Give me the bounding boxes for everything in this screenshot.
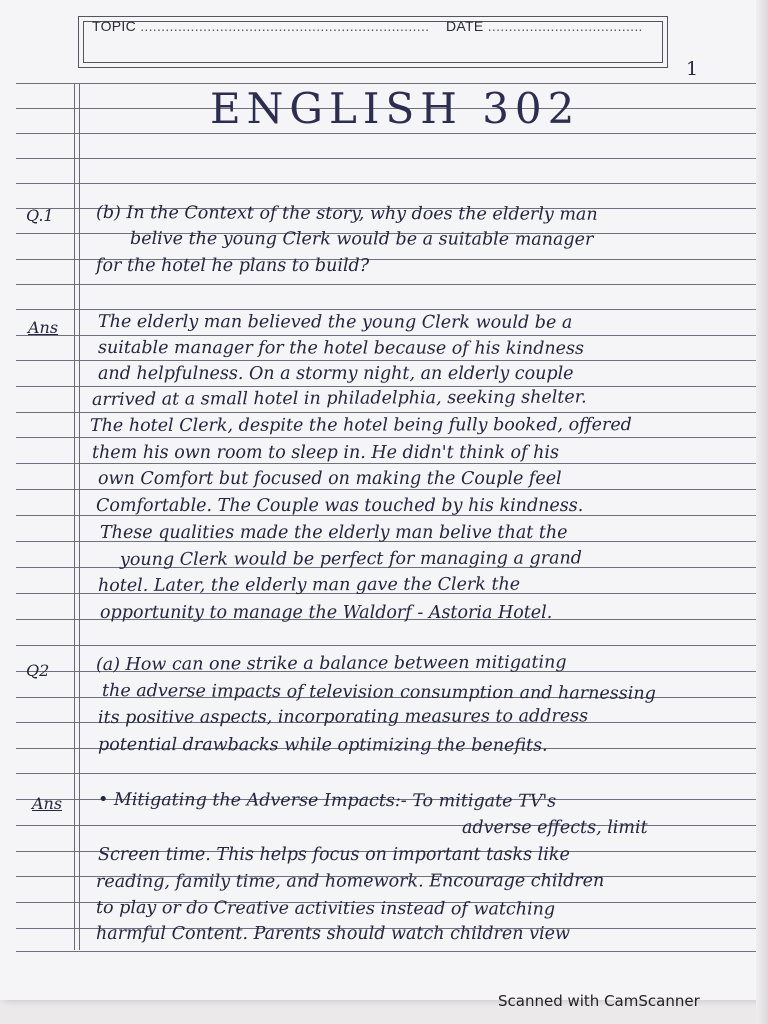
page-number: 1 bbox=[686, 58, 699, 80]
a1-line-4: arrived at a small hotel in philadelphia, seeking shelter. bbox=[91, 387, 587, 410]
ruled-line bbox=[16, 183, 756, 184]
a2-line-5: to play or do Creative activities instead of watching bbox=[96, 898, 556, 920]
a2-line-1: • Mitigating the Adverse Impacts:- To mitigate TV's bbox=[98, 790, 557, 812]
ruled-line bbox=[16, 158, 756, 159]
margin-line-right bbox=[79, 84, 80, 950]
ruled-line bbox=[16, 463, 756, 464]
date-label: DATE bbox=[446, 18, 484, 34]
a1-line-11: hotel. Later, the elderly man gave the Clerk the bbox=[97, 574, 521, 596]
q2-label: Q2 bbox=[26, 661, 50, 680]
a2-line-3: Screen time. This helps focus on important tasks like bbox=[98, 845, 570, 865]
topic-dotted-line: ..................................................................... bbox=[140, 18, 430, 34]
ruled-line bbox=[16, 284, 756, 285]
a1-line-1: The elderly man believed the young Clerk would be a bbox=[98, 312, 573, 333]
a1-line-8: Comfortable. The Couple was touched by his kindness. bbox=[96, 496, 584, 516]
ruled-line bbox=[16, 309, 756, 310]
a1-line-2: suitable manager for the hotel because of his kindness bbox=[98, 338, 585, 359]
q1-line-2: belive the young Clerk would be a suitable manager bbox=[130, 229, 594, 250]
ruled-line bbox=[16, 951, 756, 952]
page-title: ENGLISH 302 bbox=[210, 84, 581, 133]
q2-line-3: its positive aspects, incorporating measures to address bbox=[97, 706, 589, 728]
topic-label: TOPIC bbox=[92, 18, 137, 34]
date-field bbox=[446, 18, 643, 34]
ruled-line bbox=[16, 645, 756, 646]
scan-edge bbox=[756, 0, 768, 1024]
a2-label: Ans bbox=[32, 794, 63, 813]
ruled-line bbox=[16, 360, 756, 361]
ruled-line bbox=[16, 386, 756, 387]
a1-label: Ans bbox=[28, 318, 59, 337]
ruled-line bbox=[16, 133, 756, 134]
a2-line-4: reading, family time, and homework. Encourage children bbox=[95, 871, 605, 892]
q2-line-4: potential drawbacks while optimizing the benefits. bbox=[98, 735, 548, 756]
margin-line-left bbox=[74, 84, 75, 950]
date-dotted-line: ..................................... bbox=[487, 18, 643, 34]
q1-line-1: (b) In the Context of the story, why does the elderly man bbox=[96, 203, 598, 225]
ruled-line bbox=[16, 412, 756, 413]
a1-line-3: and helpfulness. On a stormy night, an elderly couple bbox=[98, 364, 574, 384]
q1-label: Q.1 bbox=[26, 206, 54, 225]
a2-line-6: harmful Content. Parents should watch children view bbox=[96, 924, 570, 944]
topic-field bbox=[92, 18, 429, 34]
a1-line-6: them his own room to sleep in. He didn't think of his bbox=[92, 443, 559, 463]
q1-line-3: for the hotel he plans to build? bbox=[96, 256, 370, 276]
q2-line-1: (a) How can one strike a balance between mitigating bbox=[95, 652, 567, 675]
a1-line-9: These qualities made the elderly man belive that the bbox=[100, 523, 568, 543]
ruled-line bbox=[16, 773, 756, 774]
q2-line-2: the adverse impacts of television consumption and harnessing bbox=[102, 681, 656, 704]
ruled-line bbox=[16, 489, 756, 490]
a2-line-2: adverse effects, limit bbox=[462, 818, 648, 838]
a1-line-10: young Clerk would be perfect for managing a grand bbox=[119, 548, 583, 570]
a1-line-12: opportunity to manage the Waldorf - Astoria Hotel. bbox=[100, 603, 553, 623]
camscanner-watermark: Scanned with CamScanner bbox=[498, 992, 700, 1010]
ruled-line bbox=[16, 437, 756, 438]
a1-line-5: The hotel Clerk, despite the hotel being fully booked, offered bbox=[89, 415, 632, 436]
ruled-line bbox=[16, 335, 756, 336]
a1-line-7: own Comfort but focused on making the Couple feel bbox=[98, 469, 562, 489]
